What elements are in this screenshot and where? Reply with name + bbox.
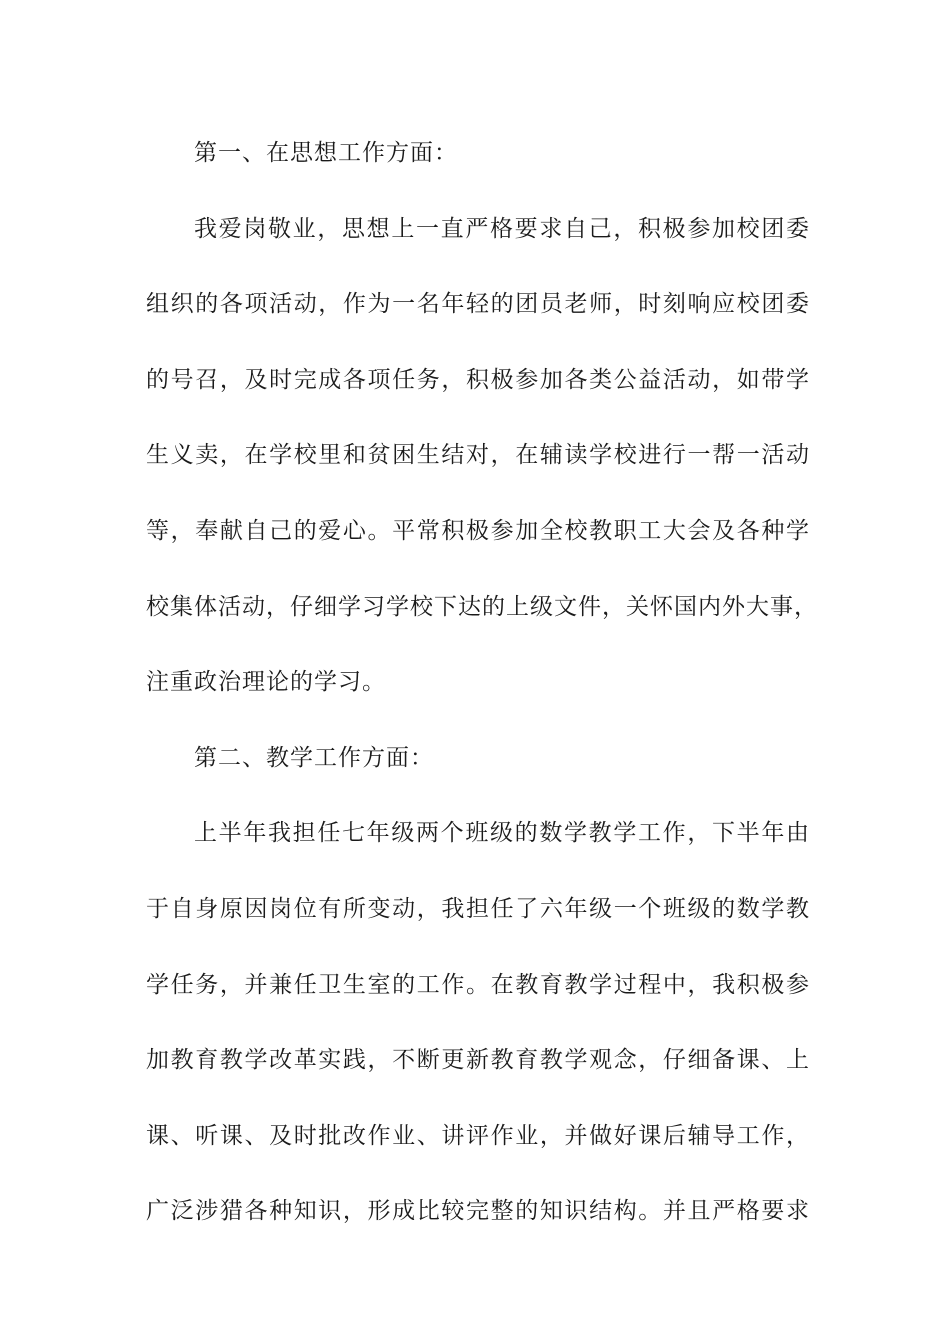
document-body xyxy=(146,127,818,1261)
paragraph-line: 等，奉献自己的爱心。平常积极参加全校教职工大会及各种学 xyxy=(146,517,810,544)
section-heading-2: 第二、教学工作方面： xyxy=(194,744,434,771)
section-heading-1: 第一、在思想工作方面： xyxy=(194,140,458,166)
paragraph-line: 加教育教学改革实践，不断更新教育教学观念，仔细备课、上 xyxy=(146,1047,810,1074)
paragraph-line: 学任务，并兼任卫生室的工作。在教育教学过程中，我积极参 xyxy=(146,971,810,998)
paragraph-line: 广泛涉猎各种知识，形成比较完整的知识结构。并且严格要求 xyxy=(146,1198,810,1225)
paragraph-line: 于自身原因岗位有所变动，我担任了六年级一个班级的数学教 xyxy=(146,895,810,922)
paragraph-line: 校集体活动，仔细学习学校下达的上级文件，关怀国内外大事， xyxy=(146,593,818,620)
paragraph-line: 上半年我担任七年级两个班级的数学教学工作，下半年由 xyxy=(194,820,810,847)
paragraph-line: 的号召，及时完成各项任务，积极参加各类公益活动，如带学 xyxy=(146,366,810,393)
paragraph-line: 注重政治理论的学习。 xyxy=(146,669,386,696)
paragraph-line: 我爱岗敬业，思想上一直严格要求自己，积极参加校团委 xyxy=(194,215,810,242)
paragraph-line: 课、听课、及时批改作业、讲评作业，并做好课后辅导工作， xyxy=(146,1122,810,1149)
paragraph-line: 生义卖，在学校里和贫困生结对，在辅读学校进行一帮一活动 xyxy=(146,442,810,469)
paragraph-line: 组织的各项活动，作为一名年轻的团员老师，时刻响应校团委 xyxy=(146,291,810,318)
